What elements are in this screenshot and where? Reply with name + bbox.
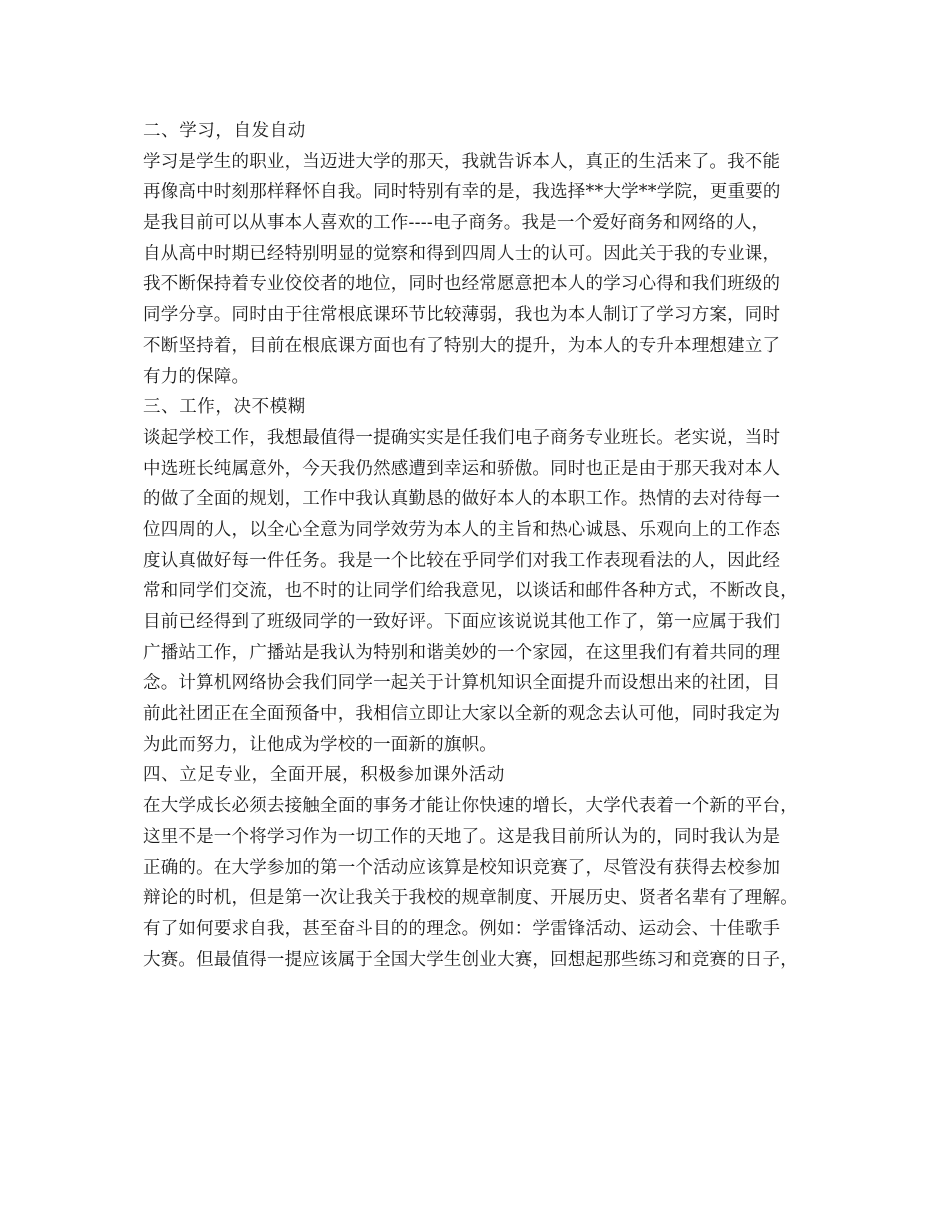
section-heading-study: 二、学习，自发自动 bbox=[143, 121, 306, 141]
paragraph-line: 再像高中时刻那样释怀自我。同时特别有幸的是，我选择**大学**学院，更重要的 bbox=[143, 182, 781, 203]
paragraph-line: 正确的。在大学参加的第一个活动应该算是校知识竞赛了，尽管没有获得去校参加 bbox=[143, 857, 781, 878]
paragraph-line: 有了如何要求自我，甚至奋斗目的的理念。例如：学雷锋活动、运动会、十佳歌手 bbox=[143, 918, 781, 939]
paragraph-line: 辩论的时机，但是第一次让我关于我校的规章制度、开展历史、贤者名辈有了理解。 bbox=[143, 888, 798, 909]
paragraph-line: 同学分享。同时由于往常根底课环节比较薄弱，我也为本人制订了学习方案，同时 bbox=[143, 305, 781, 326]
paragraph-line: 常和同学们交流，也不时的让同学们给我意见，以谈话和邮件各种方式，不断改良， bbox=[143, 581, 798, 602]
paragraph-line: 度认真做好每一件任务。我是一个比较在乎同学们对我工作表现看法的人，因此经 bbox=[143, 550, 781, 571]
paragraph-line: 学习是学生的职业，当迈进大学的那天，我就告诉本人，真正的生活来了。我不能 bbox=[143, 151, 781, 172]
paragraph-line: 位四周的人，以全心全意为同学效劳为本人的主旨和热心诚恳、乐观向上的工作态 bbox=[143, 519, 781, 540]
paragraph-line: 中选班长纯属意外，今天我仍然感遭到幸运和骄傲。同时也正是由于那天我对本人 bbox=[143, 458, 781, 479]
paragraph-line: 大赛。但最值得一提应该属于全国大学生创业大赛，回想起那些练习和竞赛的日子， bbox=[143, 949, 798, 970]
paragraph-line: 有力的保障。 bbox=[143, 366, 250, 387]
paragraph-line: 目前已经得到了班级同学的一致好评。下面应该说说其他工作了，第一应属于我们 bbox=[143, 612, 781, 632]
paragraph-line: 我不断保持着专业佼佼者的地位，同时也经常愿意把本人的学习心得和我们班级的 bbox=[143, 274, 781, 295]
paragraph-line: 前此社团正在全面预备中，我相信立即让大家以全新的观念去认可他，同时我定为 bbox=[143, 704, 781, 725]
section-heading-activities: 四、立足专业，全面开展，积极参加课外活动 bbox=[143, 765, 505, 786]
paragraph-line: 广播站工作，广播站是我认为特别和谐美妙的一个家园，在这里我们有着共同的理 bbox=[143, 642, 781, 663]
paragraph-line: 念。计算机网络协会我们同学一起关于计算机知识全面提升而设想出来的社团，目 bbox=[143, 673, 781, 694]
paragraph-line: 不断坚持着，目前在根底课方面也有了特别大的提升，为本人的专升本理想建立了 bbox=[143, 335, 781, 356]
document-body bbox=[143, 116, 815, 975]
paragraph-line: 这里不是一个将学习作为一切工作的天地了。这是我目前所认为的，同时我认为是 bbox=[143, 826, 781, 847]
paragraph-line: 为此而努力，让他成为学校的一面新的旗帜。 bbox=[143, 734, 497, 755]
paragraph-line: 自从高中时期已经特别明显的觉察和得到四周人士的认可。因此关于我的专业课， bbox=[143, 243, 781, 264]
paragraph-line: 在大学成长必须去接触全面的事务才能让你快速的增长，大学代表着一个新的平台， bbox=[143, 796, 798, 817]
section-heading-work: 三、工作，决不模糊 bbox=[143, 397, 306, 418]
paragraph-line: 的做了全面的规划，工作中我认真勤恳的做好本人的本职工作。热情的去对待每一 bbox=[143, 489, 781, 510]
paragraph-line: 谈起学校工作，我想最值得一提确实实是任我们电子商务专业班长。老实说，当时 bbox=[143, 427, 781, 448]
paragraph-line: 是我目前可以从事本人喜欢的工作----电子商务。我是一个爱好商务和网络的人， bbox=[143, 213, 770, 234]
